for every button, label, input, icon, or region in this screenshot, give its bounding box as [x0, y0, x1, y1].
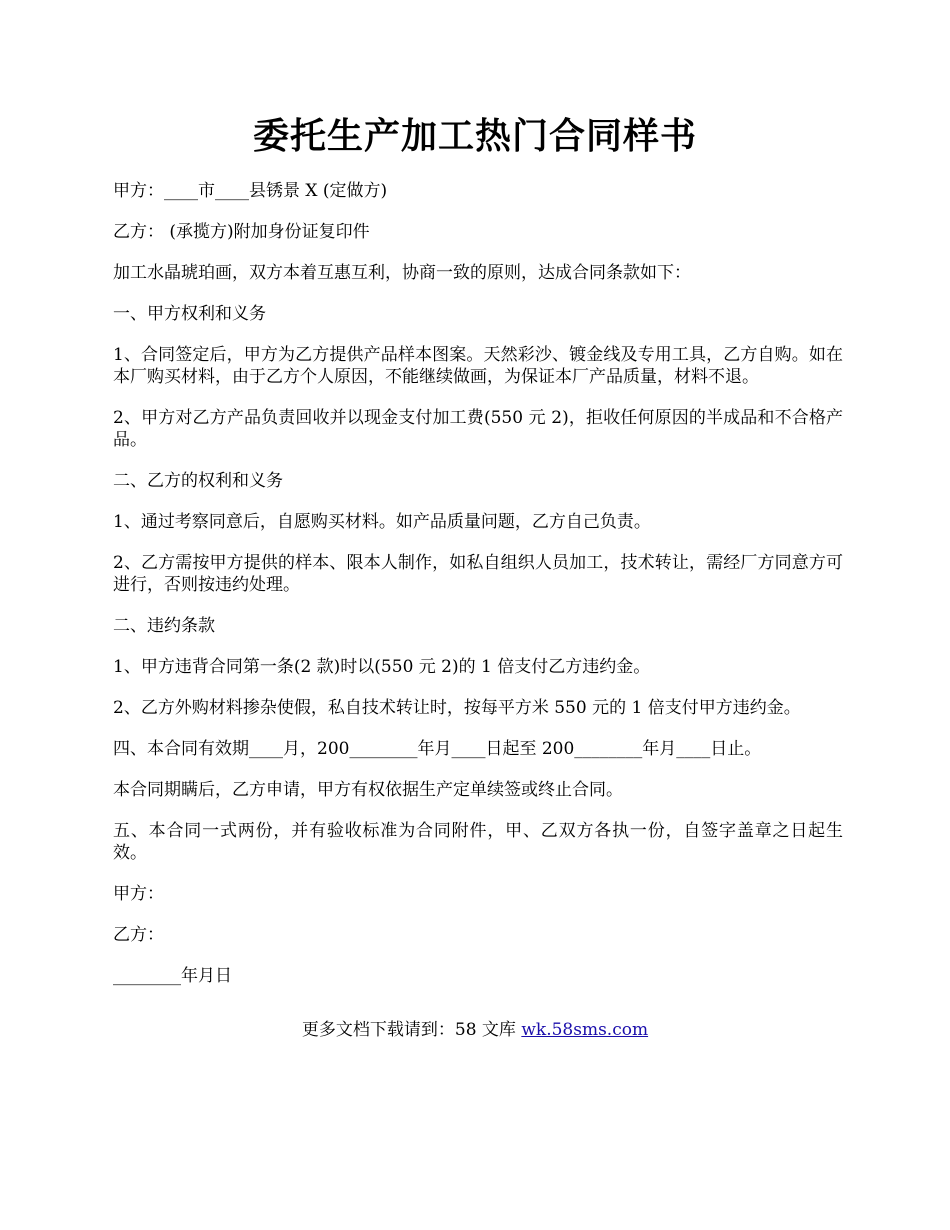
- clause-party-a-2: 2、甲方对乙方产品负责回收并以现金支付加工费(550 元 2)，拒收任何原因的半成品和不合格产品。: [113, 408, 843, 450]
- clause-copies: 五、本合同一式两份，并有验收标准为合同附件，甲、乙双方各执一份，自签字盖章之日起生效。: [113, 821, 843, 863]
- section-heading-party-a-rights: 一、甲方权利和义务: [113, 304, 266, 324]
- intro-paragraph: 加工水晶琥珀画，双方本着互惠互利，协商一致的原则，达成合同条款如下：: [113, 263, 691, 283]
- clause-party-a-1: 1、合同签定后，甲方为乙方提供产品样本图案。天然彩沙、镀金线及专用工具，乙方自购。如在本厂购买材料，由于乙方个人原因，不能继续做画，为保证本厂产品质量，材料不退。: [113, 345, 843, 387]
- clause-renewal: 本合同期瞒后，乙方申请，甲方有权依据生产定单续签或终止合同。: [113, 780, 623, 800]
- clause-breach-2: 2、乙方外购材料掺杂使假，私自技术转让时，按每平方米 550 元的 1 倍支付甲方违约金。: [113, 698, 801, 718]
- clause-party-b-1: 1、通过考察同意后，自愿购买材料。如产品质量问题，乙方自己负责。: [113, 512, 651, 532]
- section-heading-breach: 二、违约条款: [113, 616, 215, 636]
- footer: [0, 1019, 950, 1041]
- document-title: 委托生产加工热门合同样书: [252, 115, 697, 157]
- signature-date: ________年月日: [113, 966, 232, 986]
- party-a-line: 甲方：____市____县锈景 X (定做方): [113, 181, 388, 201]
- signature-party-a: 甲方：: [113, 884, 164, 904]
- section-heading-party-b-rights: 二、乙方的权利和义务: [113, 471, 283, 491]
- document-body: [113, 180, 843, 1006]
- party-b-line: 乙方： (承揽方)附加身份证复印件: [113, 222, 370, 242]
- clause-breach-1: 1、甲方违背合同第一条(2 款)时以(550 元 2)的 1 倍支付乙方违约金。: [113, 657, 651, 677]
- clause-validity-period: 四、本合同有效期____月，200________年月____日起至 200________年月____日止。: [113, 739, 762, 759]
- clause-party-b-2: 2、乙方需按甲方提供的样本、限本人制作，如私自组织人员加工，技术转让，需经厂方同意方可进行，否则按违约处理。: [113, 553, 843, 595]
- signature-party-b: 乙方：: [113, 925, 164, 945]
- footer-text: 更多文档下载请到：58 文库: [301, 1020, 522, 1040]
- footer-link[interactable]: wk.58sms.com: [521, 1020, 649, 1040]
